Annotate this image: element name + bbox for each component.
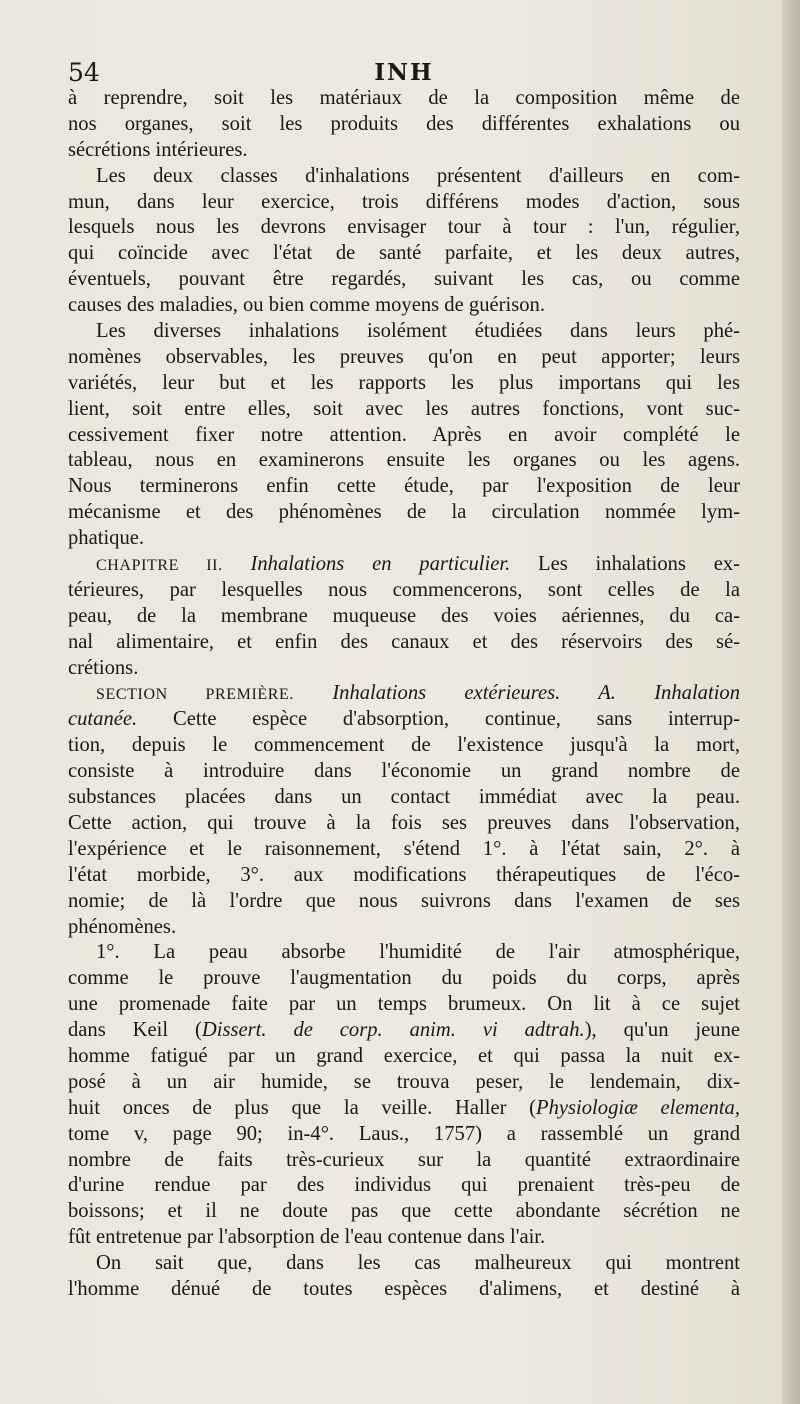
body-text <box>68 86 740 1303</box>
text-line <box>68 681 740 707</box>
paragraph-4 <box>68 940 740 1251</box>
text-line: l'homme dénué de toutes espèces d'alimens, et destiné à <box>68 1277 740 1300</box>
text-line: Cette action, qui trouve à la fois ses preuves dans l'observation, <box>68 811 740 834</box>
page-header <box>68 56 740 90</box>
text-line: térieures, par lesquelles nous commencerons, sont celles de la <box>68 578 740 601</box>
text-fragment: huit onces de plus que la veille. Haller ( <box>68 1096 536 1119</box>
text-line <box>68 552 740 578</box>
text-line: Les deux classes d'inhalations présentent d'ailleurs en com- <box>96 164 740 187</box>
text-line: phatique. <box>68 527 145 550</box>
text-line: consiste à introduire dans l'économie un grand nombre de <box>68 760 740 783</box>
section-text: Cette espèce d'absorption, continue, sans interrup- <box>173 708 740 731</box>
chapter-text: Les inhalations ex- <box>538 553 740 576</box>
text-line: nal alimentaire, et enfin des canaux et des réservoirs des sé- <box>68 630 740 653</box>
text-line: Les diverses inhalations isolément étudiées dans leurs phé- <box>96 320 740 343</box>
text-line: à reprendre, soit les matériaux de la composition même de <box>68 87 740 109</box>
text-line <box>68 1096 740 1122</box>
text-line: fût entretenue par l'absorption de l'eau contenue dans l'air. <box>68 1226 546 1249</box>
text-line <box>68 707 740 733</box>
citation-title: Dissert. de corp. anim. vi adtrah. <box>201 1019 585 1042</box>
text-line: homme fatigué par un grand exercice, et qui passa la nuit ex- <box>68 1044 740 1067</box>
chapter-block <box>68 552 740 681</box>
text-line: lesquels nous les devrons envisager tour à tour : l'un, régulier, <box>68 216 740 239</box>
paragraph-5 <box>68 1251 740 1303</box>
text-line: nos organes, soit les produits des différentes exhalations ou <box>68 112 740 135</box>
text-line: comme le prouve l'augmentation du poids du corps, après <box>68 967 740 990</box>
text-line: substances placées dans un contact immédiat avec la peau. <box>68 786 740 809</box>
text-line: tome v, page 90; in-4°. Laus., 1757) a rassemblé un grand <box>68 1122 740 1145</box>
text-line: tableau, nous en examinerons ensuite les organes ou les agens. <box>68 449 740 472</box>
text-line: Nous terminerons enfin cette étude, par l'exposition de leur <box>68 475 740 498</box>
text-line: éventuels, pouvant être regardés, suivant les cas, ou comme <box>68 268 740 291</box>
text-line: nomènes observables, les preuves qu'on en peut apporter; leurs <box>68 345 740 368</box>
section-block <box>68 681 740 940</box>
text-line: l'expérience et le raisonnement, s'étend 1°. à l'état sain, 2°. à <box>68 837 740 860</box>
text-line: d'urine rendue par des individus qui prenaient très-peu de <box>68 1174 740 1197</box>
text-line: causes des maladies, ou bien comme moyens de guérison. <box>68 294 545 317</box>
text-line: qui coïncide avec l'état de santé parfaite, et les deux autres, <box>68 242 740 265</box>
citation-title: Physiologiæ elementa, <box>536 1096 740 1119</box>
text-line: 1°. La peau absorbe l'humidité de l'air atmosphérique, <box>96 941 740 964</box>
text-line: variétés, leur but et les rapports les plus importans qui les <box>68 371 740 394</box>
chapter-label: CHAPITRE II. <box>96 557 223 575</box>
text-fragment: dans Keil ( <box>68 1019 202 1042</box>
text-line: sécrétions intérieures. <box>68 138 248 161</box>
text-fragment: ), qu'un jeune <box>584 1019 740 1042</box>
text-line: nombre de faits très-curieux sur la quantité extraordinaire <box>68 1148 740 1171</box>
text-line: l'état morbide, 3°. aux modifications thérapeutiques de l'éco- <box>68 863 740 886</box>
section-title-cont: cutanée. <box>68 708 138 731</box>
text-line: mécanisme et des phénomènes de la circulation nommée lym- <box>68 501 740 524</box>
text-line: peau, de la membrane muqueuse des voies aériennes, du ca- <box>68 604 740 627</box>
section-label: SECTION PREMIÈRE. <box>96 686 295 704</box>
text-line: lient, soit entre elles, soit avec les autres fonctions, vont suc- <box>68 397 740 420</box>
text-line: cessivement fixer notre attention. Après en avoir complété le <box>68 423 740 446</box>
running-head: INH <box>374 59 434 86</box>
page-number: 54 <box>68 58 100 87</box>
text-line: boissons; et il ne doute pas que cette abondante sécrétion ne <box>68 1200 740 1223</box>
chapter-title: Inhalations en particulier. <box>250 553 511 576</box>
text-line: crétions. <box>68 656 139 679</box>
text-line: posé à un air humide, se trouva peser, le lendemain, dix- <box>68 1070 740 1093</box>
paragraph-3 <box>68 319 740 552</box>
text-line: On sait que, dans les cas malheureux qui montrent <box>96 1252 740 1275</box>
text-line: phénomènes. <box>68 915 177 938</box>
page-spine-shadow <box>782 0 800 1404</box>
text-line: une promenade faite par un temps brumeux. On lit à ce sujet <box>68 993 740 1016</box>
section-title: Inhalations extérieures. A. Inhalation <box>332 682 740 705</box>
text-line: nomie; de là l'ordre que nous suivrons dans l'examen de ses <box>68 889 740 912</box>
text-line <box>68 1018 740 1044</box>
paragraph-1 <box>68 86 740 164</box>
text-line: tion, depuis le commencement de l'existence jusqu'à la mort, <box>68 734 740 757</box>
text-line: mun, dans leur exercice, trois différens modes d'action, sous <box>68 190 740 213</box>
paragraph-2 <box>68 164 740 319</box>
